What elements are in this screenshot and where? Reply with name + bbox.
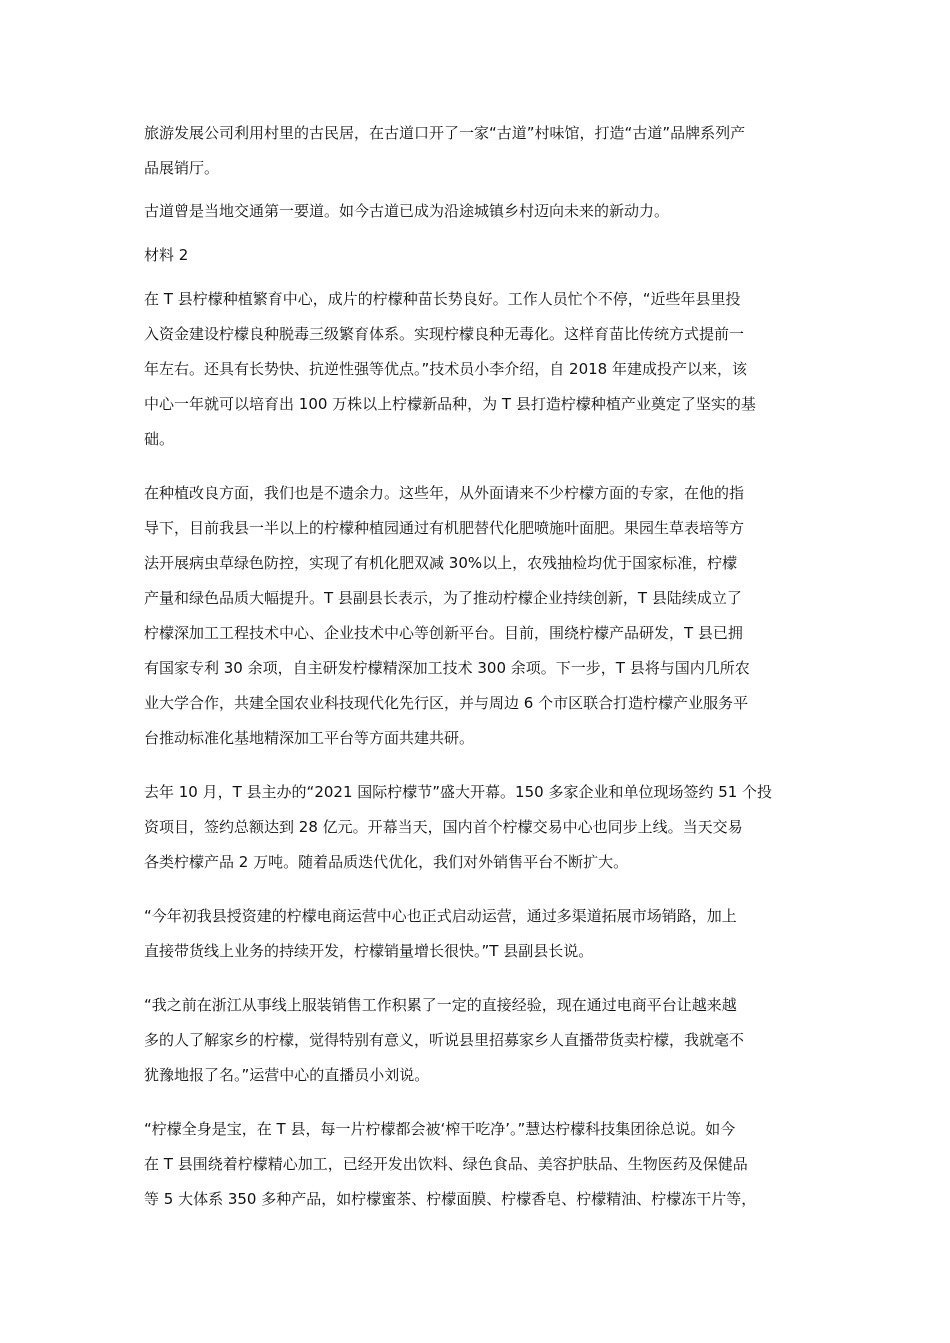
text-line: 法开展病虫草绿色防控，实现了有机化肥双减 30%以上，农残抽检均优于国家标准，柠檬	[144, 554, 738, 572]
text-line: 在种植改良方面，我们也是不遗余力。这些年，从外面请来不少柠檬方面的专家，在他的指	[144, 484, 745, 502]
text-line: “柠檬全身是宝，在 T 县，每一片柠檬都会被‘榨干吃净’。”慧达柠檬科技集团徐总说。如今	[144, 1120, 736, 1138]
text-line: 产量和绿色品质大幅提升。T 县副县长表示，为了推动柠檬企业持续创新，T 县陆续成立了	[144, 589, 742, 607]
text-line: 旅游发展公司利用村里的古民居，在古道口开了一家“古道”村味馆，打造“古道”品牌系列产	[144, 124, 746, 142]
text-line: 犹豫地报了名。”运营中心的直播员小刘说。	[144, 1066, 430, 1084]
text-line: 古道曾是当地交通第一要道。如今古道已成为沿途城镇乡村迈向未来的新动力。	[144, 202, 670, 220]
text-line: 柠檬深加工工程技术中心、企业技术中心等创新平台。目前，围绕柠檬产品研发，T 县已拥	[144, 624, 743, 642]
text-line: 直接带货线上业务的持续开发，柠檬销量增长很快。”T 县副县长说。	[144, 942, 594, 960]
text-line: 资项目，签约总额达到 28 亿元。开幕当天，国内首个柠檬交易中心也同步上线。当天交易	[144, 818, 743, 836]
text-line: “今年初我县授资建的柠檬电商运营中心也正式启动运营，通过多渠道拓展市场销路，加上	[144, 907, 737, 925]
text-line: 在 T 县柠檬种植繁育中心，成片的柠檬种苗长势良好。工作人员忙个不停，“近些年县里投	[144, 290, 741, 308]
text-line: 各类柠檬产品 2 万吨。随着品质迭代优化，我们对外销售平台不断扩大。	[144, 853, 629, 871]
text-line: 导下，目前我县一半以上的柠檬种植园通过有机肥替代化肥喷施叶面肥。果园生草表培等方	[144, 519, 745, 537]
text-line: 业大学合作，共建全国农业科技现代化先行区，并与周边 6 个市区联合打造柠檬产业服务平	[144, 694, 749, 712]
material-heading: 材料 2	[144, 246, 189, 264]
text-line: “我之前在浙江从事线上服装销售工作积累了一定的直接经验，现在通过电商平台让越来越	[144, 996, 737, 1014]
text-line: 有国家专利 30 余项，自主研发柠檬精深加工技术 300 余项。下一步，T 县将与国内几所农	[144, 659, 750, 677]
text-line: 台推动标准化基地精深加工平台等方面共建共研。	[144, 729, 475, 747]
text-line: 年左右。还具有长势快、抗逆性强等优点。”技术员小李介绍，自 2018 年建成投产以来，该	[144, 360, 747, 378]
text-line: 础。	[144, 430, 175, 448]
text-line: 在 T 县围绕着柠檬精心加工，已经开发出饮料、绿色食品、美容护肤品、生物医药及保健品	[144, 1155, 748, 1173]
text-line: 中心一年就可以培育出 100 万株以上柠檬新品种，为 T 县打造柠檬种植产业奠定了坚实的基	[144, 395, 756, 413]
text-line: 去年 10 月，T 县主办的“2021 国际柠檬节”盛大开幕。150 多家企业和单位现场签约 51 个投	[144, 783, 773, 801]
text-line: 品展销厅。	[144, 159, 220, 177]
text-line: 多的人了解家乡的柠檬，觉得特别有意义，听说县里招募家乡人直播带货卖柠檬，我就毫不	[144, 1031, 745, 1049]
text-line: 入资金建设柠檬良种脱毒三级繁育体系。实现柠檬良种无毒化。这样育苗比传统方式提前一	[144, 325, 745, 343]
text-line: 等 5 大体系 350 多种产品，如柠檬蜜茶、柠檬面膜、柠檬香皂、柠檬精油、柠檬冻干片等，	[144, 1190, 757, 1208]
